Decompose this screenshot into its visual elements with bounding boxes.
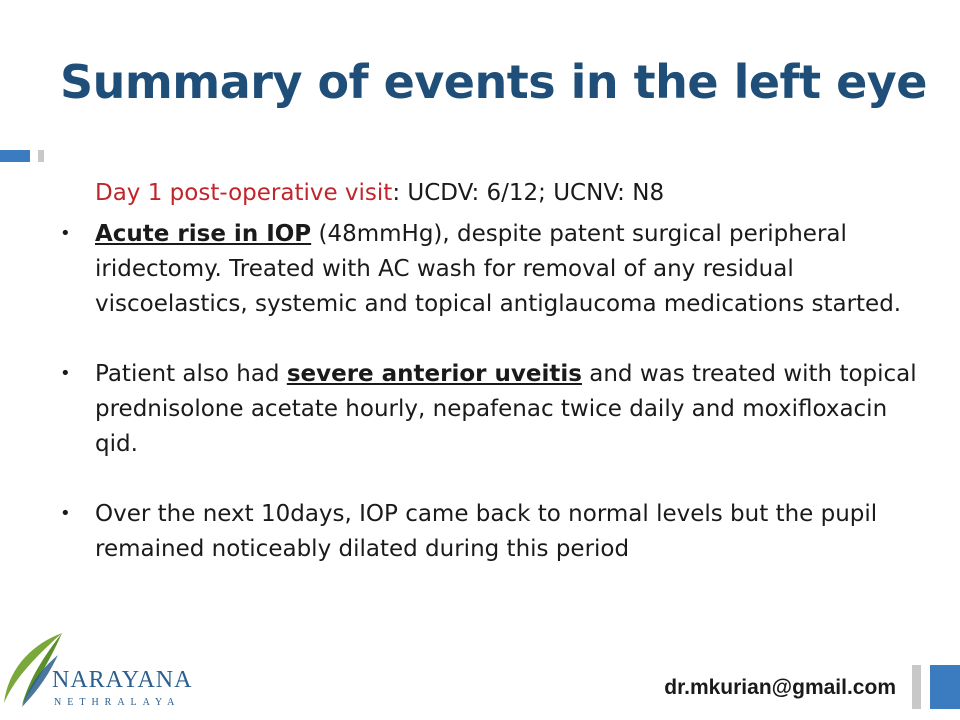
accent-bar-left-grey — [38, 150, 44, 162]
bullet-text-before: Patient also had — [95, 361, 287, 387]
visit-summary-line — [58, 176, 918, 211]
accent-bar-right-grey — [912, 665, 921, 709]
logo-name: NARAYANA — [52, 667, 193, 693]
author-email: dr.mkurian@gmail.com — [664, 676, 896, 699]
slide-title: Summary of events in the left eye — [60, 55, 927, 109]
logo-subname: NETHRALAYA — [54, 697, 181, 708]
bullet-text-after: (48mmHg), despite patent surgical peripheral iridectomy. Treated with AC wash for removal of any residual viscoelastics, systemic and topical antiglaucoma medications started. — [95, 221, 902, 317]
accent-bar-right — [930, 665, 960, 709]
bullet-icon: • — [60, 223, 71, 244]
slide-body — [58, 176, 918, 567]
bullet-emphasis: Acute rise in IOP — [95, 221, 312, 247]
bullet-text-after: and was treated with topical prednisolone acetate hourly, nepafenac twice daily and moxifloxacin qid. — [95, 361, 917, 457]
visit-label: Day 1 post-operative visit — [95, 180, 393, 206]
bullet-item — [58, 357, 918, 462]
bullet-text-before: Over the next 10days, IOP came back to normal levels but the pupil remained noticeably dilated during this period — [95, 501, 878, 562]
bullet-emphasis: severe anterior uveitis — [286, 361, 582, 387]
narayana-nethralaya-logo — [0, 625, 205, 710]
bullet-item — [58, 497, 918, 567]
accent-bar-left — [0, 150, 30, 162]
bullet-icon: • — [60, 363, 71, 384]
bullet-icon: • — [60, 503, 71, 524]
bullet-item — [58, 217, 918, 322]
visit-values: : UCDV: 6/12; UCNV: N8 — [392, 180, 665, 206]
bullet-list — [58, 217, 918, 567]
